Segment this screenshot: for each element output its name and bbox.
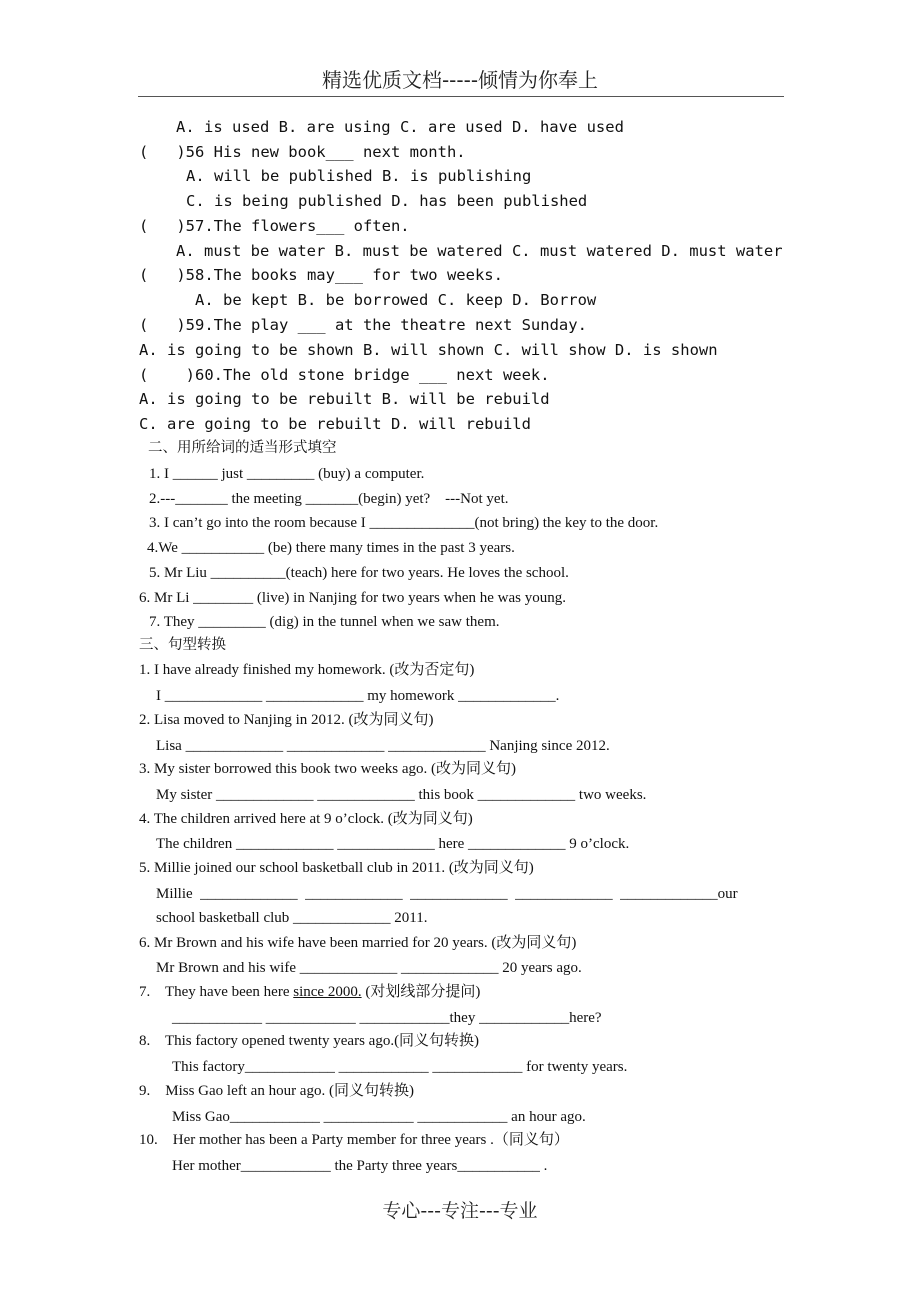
trans-answer-10: Her mother____________ the Party three years___________ .: [172, 1158, 548, 1174]
mc-question-56: ( )56 His new book___ next month.: [139, 143, 466, 161]
trans-item-6: 6. Mr Brown and his wife have been married for 20 years. (改为同义句): [139, 935, 577, 951]
fill-item-1: 1. I ______ just _________ (buy) a computer.: [149, 466, 425, 482]
header-rule: [138, 96, 784, 97]
trans-item-1: 1. I have already finished my homework. (改为否定句): [139, 662, 475, 678]
trans-item-9: 9. Miss Gao left an hour ago. (同义句转换): [139, 1083, 414, 1099]
section3-title: 三、句型转换: [139, 637, 226, 653]
mc-options-55: A. is used B. are using C. are used D. have used: [176, 118, 624, 136]
trans-item-5: 5. Millie joined our school basketball club in 2011. (改为同义句): [139, 860, 534, 876]
trans-answer-7: ____________ ____________ ____________they ____________here?: [172, 1010, 602, 1026]
page-footer: 专心---专注---专业: [382, 1200, 538, 1222]
fill-item-7: 7. They _________ (dig) in the tunnel when we saw them.: [149, 614, 500, 630]
trans-answer-5b: school basketball club _____________ 2011.: [156, 910, 428, 926]
mc-question-57: ( )57.The flowers___ often.: [139, 217, 410, 235]
trans-answer-4: The children _____________ _____________ here _____________ 9 o’clock.: [156, 836, 630, 852]
trans-item-7: [139, 983, 480, 1001]
trans-answer-8: This factory____________ ____________ ____________ for twenty years.: [172, 1059, 628, 1075]
page-header: 精选优质文档-----倾情为你奉上: [321, 68, 599, 92]
trans-answer-2: Lisa _____________ _____________ _____________ Nanjing since 2012.: [156, 738, 610, 754]
underlined-phrase: since 2000.: [293, 984, 362, 1000]
trans-item-8: 8. This factory opened twenty years ago.(同义句转换): [139, 1033, 480, 1049]
mc-options-57: A. must be water B. must be watered C. must watered D. must water: [176, 242, 783, 260]
mc-options-59: A. is going to be shown B. will shown C. will show D. is shown: [139, 341, 718, 359]
trans-item-3: 3. My sister borrowed this book two weeks ago. (改为同义句): [139, 761, 517, 777]
trans-answer-3: My sister _____________ _____________ this book _____________ two weeks.: [156, 787, 647, 803]
mc-question-60: ( )60.The old stone bridge ___ next week.: [139, 366, 550, 384]
fill-item-5: 5. Mr Liu __________(teach) here for two years. He loves the school.: [149, 565, 569, 581]
trans-answer-6: Mr Brown and his wife _____________ _____________ 20 years ago.: [156, 960, 582, 976]
mc-options-60b: C. are going to be rebuilt D. will rebuild: [139, 415, 531, 433]
mc-question-59: ( )59.The play ___ at the theatre next Sunday.: [139, 316, 587, 334]
mc-options-56b: C. is being published D. has been published: [186, 192, 588, 210]
trans-item-4: 4. The children arrived here at 9 o’clock. (改为同义句): [139, 811, 473, 827]
mc-options-60a: A. is going to be rebuilt B. will be rebuild: [139, 390, 550, 408]
trans-answer-9: Miss Gao____________ ____________ ____________ an hour ago.: [172, 1109, 586, 1125]
trans-item-7-instruction: (对划线部分提问): [361, 984, 481, 1000]
trans-answer-5a: Millie _____________ _____________ _____________ _____________ _____________our: [156, 886, 738, 902]
section2-title: 二、用所给词的适当形式填空: [148, 440, 337, 456]
fill-item-3: 3. I can’t go into the room because I ______________(not bring) the key to the door.: [149, 515, 659, 531]
fill-item-4: 4.We ___________ (be) there many times in the past 3 years.: [147, 540, 515, 556]
fill-item-6: 6. Mr Li ________ (live) in Nanjing for two years when he was young.: [139, 590, 567, 606]
mc-options-58: A. be kept B. be borrowed C. keep D. Borrow: [195, 291, 597, 309]
trans-answer-1: I _____________ _____________ my homework _____________.: [156, 688, 560, 704]
trans-item-2: 2. Lisa moved to Nanjing in 2012. (改为同义句): [139, 712, 434, 728]
fill-item-2: 2.---_______ the meeting _______(begin) yet? ---Not yet.: [149, 491, 509, 507]
trans-item-7-text: 7. They have been here: [139, 984, 294, 1000]
trans-item-10: 10. Her mother has been a Party member for three years .（同义句）: [139, 1132, 569, 1148]
mc-options-56a: A. will be published B. is publishing: [186, 167, 532, 185]
mc-question-58: ( )58.The books may___ for two weeks.: [139, 266, 503, 284]
